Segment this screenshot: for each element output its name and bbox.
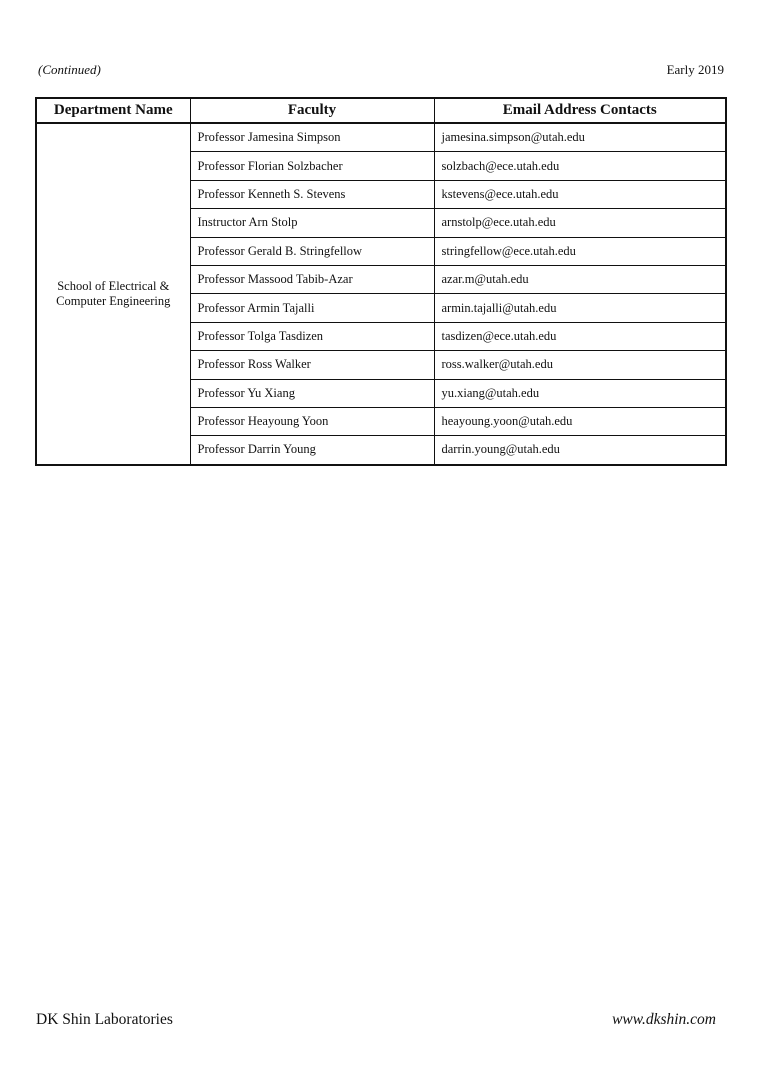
email-cell: darrin.young@utah.edu [434, 436, 726, 465]
faculty-name-cell: Professor Armin Tajalli [190, 294, 434, 322]
faculty-name-cell: Professor Kenneth S. Stevens [190, 180, 434, 208]
faculty-name-cell: Professor Heayoung Yoon [190, 407, 434, 435]
faculty-name-cell: Professor Jamesina Simpson [190, 123, 434, 152]
table-row [36, 123, 726, 152]
email-cell: solzbach@ece.utah.edu [434, 152, 726, 180]
faculty-name-cell: Instructor Arn Stolp [190, 209, 434, 237]
email-cell: ross.walker@utah.edu [434, 351, 726, 379]
faculty-table [35, 97, 727, 466]
email-cell: kstevens@ece.utah.edu [434, 180, 726, 208]
continued-label: (Continued) [38, 62, 101, 77]
column-header-email: Email Address Contacts [434, 98, 726, 123]
faculty-name-cell: Professor Ross Walker [190, 351, 434, 379]
email-cell: armin.tajalli@utah.edu [434, 294, 726, 322]
faculty-name-cell: Professor Yu Xiang [190, 379, 434, 407]
footer-website: www.dkshin.com [612, 1011, 716, 1028]
faculty-name-cell: Professor Tolga Tasdizen [190, 322, 434, 350]
column-header-department: Department Name [36, 98, 190, 123]
faculty-name-cell: Professor Massood Tabib-Azar [190, 265, 434, 293]
faculty-name-cell: Professor Darrin Young [190, 436, 434, 465]
date-label: Early 2019 [666, 62, 724, 77]
email-cell: azar.m@utah.edu [434, 265, 726, 293]
department-name-cell: School of Electrical & Computer Engineering [36, 123, 190, 465]
faculty-name-cell: Professor Florian Solzbacher [190, 152, 434, 180]
email-cell: yu.xiang@utah.edu [434, 379, 726, 407]
email-cell: arnstolp@ece.utah.edu [434, 209, 726, 237]
footer-lab-name: DK Shin Laboratories [36, 1011, 173, 1028]
email-cell: jamesina.simpson@utah.edu [434, 123, 726, 152]
table-header-row [36, 98, 726, 123]
email-cell: heayoung.yoon@utah.edu [434, 407, 726, 435]
faculty-name-cell: Professor Gerald B. Stringfellow [190, 237, 434, 265]
email-cell: tasdizen@ece.utah.edu [434, 322, 726, 350]
email-cell: stringfellow@ece.utah.edu [434, 237, 726, 265]
column-header-faculty: Faculty [190, 98, 434, 123]
